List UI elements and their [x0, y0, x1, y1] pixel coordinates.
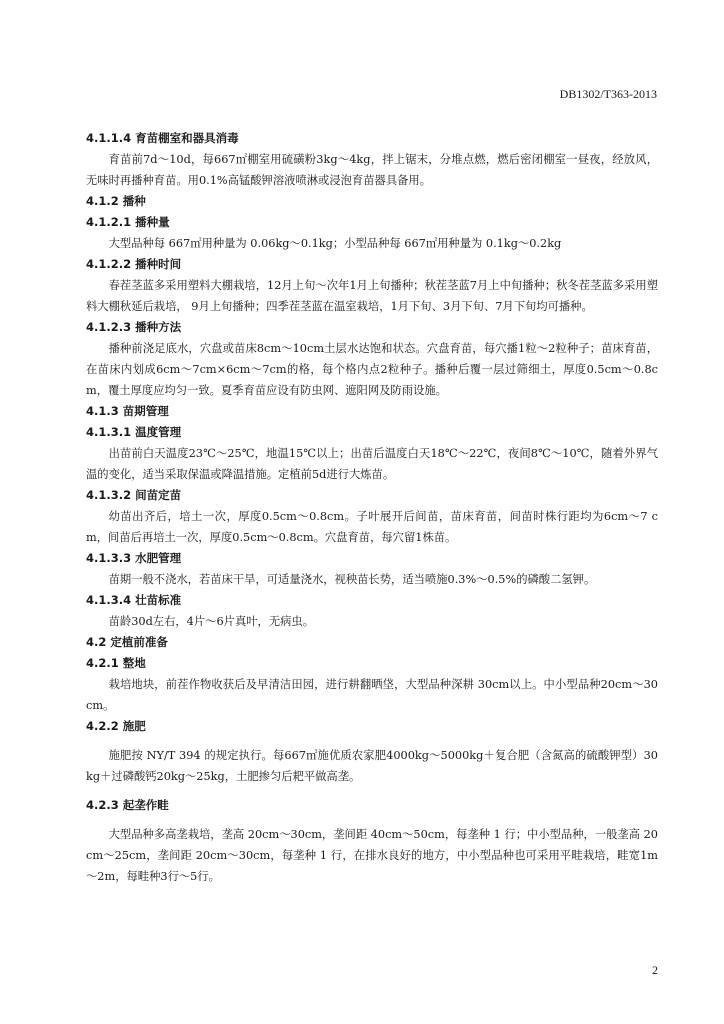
section-heading: 4.1.1.4 育苗棚室和器具消毒 — [86, 131, 239, 145]
section-heading: 4.2 定植前准备 — [86, 635, 168, 649]
section-heading: 4.1.3.1 温度管理 — [86, 425, 182, 439]
section-heading: 4.1.2.1 播种量 — [86, 215, 170, 229]
section-heading: 4.1.2.3 播种方法 — [86, 320, 182, 334]
paragraph: 大型品种多高垄栽培，垄高 20cm～30cm，垄间距 40cm～50cm，每垄种 1 行；中小型品种，一般垄高 20cm～25cm，垄间距 20cm～30cm，每垄种 1 行，在排水良好的地方，中小型品种也可采用平畦栽培，畦宽1m～2m，每畦种3行～5行。 — [86, 828, 658, 883]
paragraph: 施肥按 NY/T 394 的规定执行。每667㎡施优质农家肥4000kg～5000kg＋复合肥（含氮高的硫酸钾型）30kg＋过磷酸钙20kg～25kg，土肥掺匀后耙平做高垄。 — [86, 749, 658, 783]
paragraph: 育苗前7d～10d，每667㎡棚室用硫磺粉3kg～4kg，拌上锯末，分堆点燃，燃后密闭棚室一昼夜，经放风，无味时再播种育苗。用0.1%高锰酸钾溶液喷淋或浸泡育苗器具备用。 — [86, 153, 658, 187]
paragraph: 苗龄30d左右，4片～6片真叶，无病虫。 — [108, 615, 315, 628]
paragraph: 苗期一般不浇水，若苗床干旱，可适量浇水，视秧苗长势，适当喷施0.3%～0.5%的磷酸二氢钾。 — [108, 573, 596, 586]
section-heading: 4.1.2.2 播种时间 — [86, 257, 182, 271]
section-heading: 4.1.3.3 水肥管理 — [86, 551, 182, 565]
section-heading: 4.2.3 起垄作畦 — [86, 798, 169, 812]
paragraph: 大型品种每 667㎡用种量为 0.06kg～0.1kg；小型品种每 667㎡用种量为 0.1kg～0.2kg — [108, 237, 562, 250]
paragraph: 栽培地块，前茬作物收获后及早清洁田园，进行耕翻晒垡，大型品种深耕 30cm以上。中小型品种20cm～30cm。 — [86, 678, 658, 712]
paragraph: 出苗前白天温度23℃～25℃，地温15℃以上；出苗后温度白天18℃～22℃，夜间8℃～10℃，随着外界气温的变化，适当采取保温或降温措施。定植前5d进行大炼苗。 — [86, 447, 658, 481]
section-heading: 4.2.2 施肥 — [86, 719, 146, 733]
document-body — [86, 128, 658, 887]
paragraph: 幼苗出齐后，培土一次，厚度0.5cm～0.8cm。子叶展开后间苗，苗床育苗，间苗时株行距均为6cm～7 cm，间苗后再培土一次，厚度0.5cm～0.8cm。穴盘育苗，每穴留1株苗。 — [86, 510, 658, 544]
section-heading: 4.2.1 整地 — [86, 656, 146, 670]
section-heading: 4.1.3.2 间苗定苗 — [86, 488, 182, 502]
paragraph: 播种前浇足底水，穴盘或苗床8cm～10cm土层水达饱和状态。穴盘育苗，每穴播1粒～2粒种子；苗床育苗，在苗床内划成6cm～7cm×6cm～7cm的格，每个格内点2粒种子。播种后覆一层过筛细土，厚度0.5cm～0.8cm，覆土厚度应均匀一致。夏季育苗应设有防虫网、遮阳网及防雨设施。 — [86, 342, 658, 397]
section-heading: 4.1.3.4 壮苗标准 — [86, 593, 182, 607]
section-heading: 4.1.2 播种 — [86, 194, 146, 208]
page-number: 2 — [652, 963, 658, 977]
paragraph: 春茬茎蓝多采用塑料大棚栽培，12月上旬～次年1月上旬播种；秋茬茎蓝7月上中旬播种；秋冬茬茎蓝多采用塑料大棚秋延后栽培， 9月上旬播种；四季茬茎蓝在温室栽培，1月下旬、3月下旬、7月下旬均可播种。 — [86, 279, 658, 313]
doc-code: DB1302/T363-2013 — [559, 87, 657, 101]
section-heading: 4.1.3 苗期管理 — [86, 404, 169, 418]
